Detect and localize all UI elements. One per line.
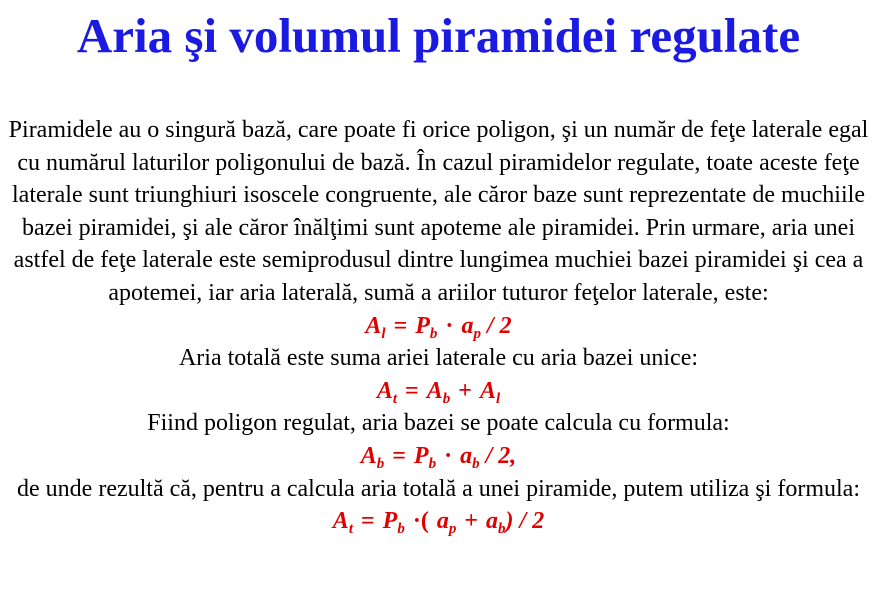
content-body — [6, 114, 871, 538]
total-area-formula: $A_t = A_b + A_l$ — [376, 377, 501, 407]
page-title: Aria şi volumul piramidei regulate — [76, 8, 801, 63]
base-area-paragraph: Fiind poligon regulat, aria bazei se poate calcula cu formula: — [147, 410, 730, 437]
base-area-formula: $A_b = P_b \cdot a_b / 2$, — [360, 442, 517, 472]
conclusion-paragraph: de unde rezultă că, pentru a calcula aria totală a unei piramide, putem utiliza şi formula: — [17, 475, 860, 502]
final-total-area-formula: $A_t = P_b$ ·( $a_p + a_b) / 2$ — [332, 508, 545, 538]
lateral-area-formula: $A_l = P_b \cdot a_p / 2$ — [365, 312, 512, 342]
total-area-paragraph: Aria totală este suma ariei laterale cu aria bazei unice: — [178, 345, 699, 372]
intro-paragraph: Piramidele au o singură bază, care poate fi orice poligon, şi un număr de feţe laterale egal cu numărul laturilor poligonului de bază. În cazul piramidelor regulate, toate aceste feţe laterale sunt triunghiuri isoscele congruente, ale căror baze sunt reprezentate de muchiile bazei piramidei, şi ale căror înălţimi sunt apoteme ale piramidei. Prin urmare, aria unei astfel de feţe laterale este semiprodusul dintre lungimea muchiei bazei piramidei şi cea a apotemei, iar aria laterală, sumă a ariilor tuturor feţelor laterale, este: — [8, 117, 869, 306]
